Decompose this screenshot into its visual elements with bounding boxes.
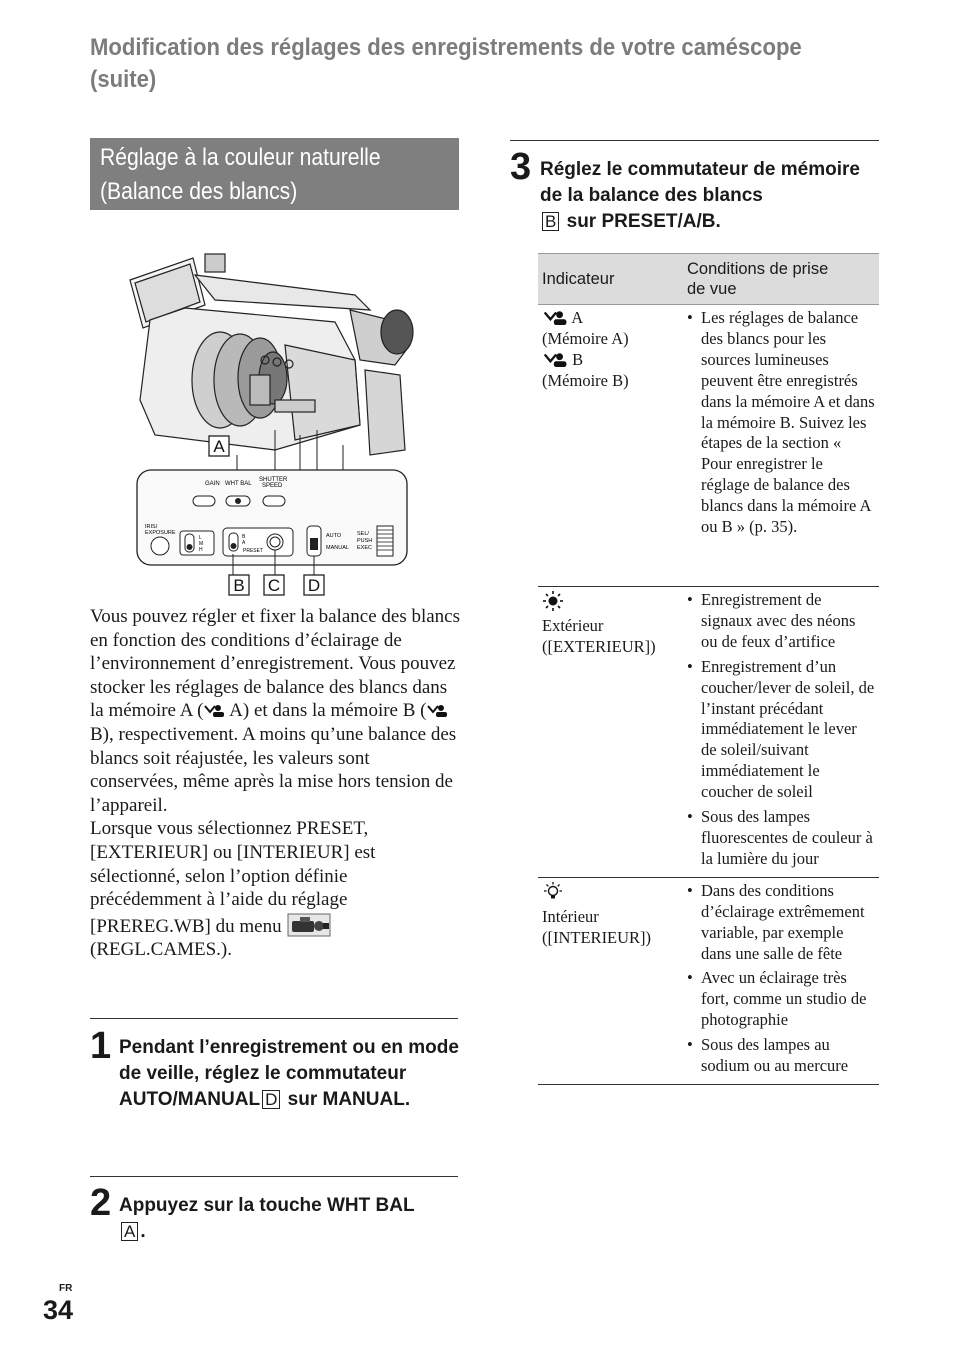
table-header-row	[538, 254, 879, 305]
indicator-outdoor-label: Extérieur	[542, 615, 604, 635]
step3-text	[540, 157, 880, 235]
section-title-box	[90, 138, 459, 210]
step2-box-a: A	[121, 1222, 138, 1241]
panel-l: L	[199, 535, 202, 541]
memory-b-icon	[542, 351, 568, 367]
table-row-conditions	[683, 587, 879, 878]
indicator-outdoor-menu: ([EXTERIEUR])	[542, 636, 656, 656]
step1-text-b: sur MANUAL.	[287, 1089, 411, 1110]
intro-p2-a: Lorsque vous sélectionnez PRESET, [EXTERIEUR] ou [INTERIEUR] est sélectionné, selon l’option définie précédemment à l’aide du réglage [PREREG.WB] du menu	[90, 818, 376, 937]
step3-rule	[510, 140, 879, 141]
table-row-indicator	[538, 877, 683, 1084]
step1-number: 1	[90, 1025, 112, 1067]
step3-number: 3	[510, 146, 532, 188]
step2-rule	[90, 1176, 458, 1177]
table-row	[538, 587, 879, 878]
intro-p1-c: B), respectivement. A moins qu’une balance des blancs soit réajustée, les valeurs sont conservées, même après la mise hors tension de l’appareil.	[90, 723, 457, 816]
list-item: • Sous des lampes au sodium ou au mercure	[687, 1035, 875, 1077]
list-item: • Enregistrement de signaux avec des néons ou de feux d’artifice	[687, 590, 875, 653]
intro-p1-b: A) et dans la mémoire B (	[225, 700, 427, 722]
label-d: D	[307, 576, 321, 595]
indicator-mem-a-text: (Mémoire A)	[542, 328, 629, 348]
memory-b-icon	[426, 703, 448, 717]
page-header-title: Modification des réglages des enregistrements de votre caméscope (suite)	[90, 34, 802, 93]
memory-a-icon	[542, 309, 568, 325]
table-header-conditions-l2: de vue	[687, 280, 737, 298]
panel-iris: IRIS/	[145, 524, 158, 530]
panel-shutter: SHUTTER	[259, 477, 288, 483]
panel-m: M	[199, 541, 204, 547]
panel-auto: AUTO	[326, 533, 342, 539]
step1-rule	[90, 1018, 458, 1019]
panel-manual: MANUAL	[326, 545, 349, 551]
intro-p2-b: (REGL.CAMES.).	[90, 939, 232, 961]
light-bulb-icon	[542, 881, 564, 903]
panel-exposure: EXPOSURE	[145, 530, 176, 536]
page-language: FR	[59, 1283, 73, 1294]
step3-text-b: sur PRESET/A/B.	[566, 211, 721, 232]
intro-p1-a: Vous pouvez régler et fixer la balance des blancs en fonction des conditions d’éclairage de l’environnement d’enregistrement. Vous pouvez stocker les réglages de balance des blancs dans la mémoire A (	[90, 606, 460, 722]
panel-wht-bal: WHT BAL	[225, 481, 252, 487]
list-item: • Les réglages de balance des blancs pour les sources lumineuses peuvent être enregistrés dans la mémoire A et dans la mémoire B. Suivez les étapes de la section « Pour enregistrer le réglage de balance des blancs dans la mémoire A ou B » (p. 35).	[687, 308, 875, 538]
step3-text-a: Réglez le commutateur de mémoire de la balance des blancs	[540, 159, 860, 206]
camcorder-illustration	[125, 250, 425, 600]
table-header-indicator: Indicateur	[538, 254, 683, 305]
table-row-indicator	[538, 587, 683, 878]
indicator-indoor-label: Intérieur	[542, 906, 599, 926]
page-number: 34	[43, 1295, 74, 1325]
indicator-indoor-menu: ([INTERIEUR])	[542, 927, 652, 947]
panel-exec: EXEC	[357, 545, 372, 551]
panel-b: B	[242, 534, 246, 540]
table-row	[538, 305, 879, 587]
label-b: B	[233, 576, 245, 595]
table-row-indicator	[538, 305, 683, 587]
panel-speed: SPEED	[262, 483, 283, 489]
table-header-conditions-l1: Conditions de prise	[687, 260, 829, 278]
white-balance-table	[538, 253, 879, 1085]
memory-a-icon	[203, 703, 225, 717]
list-item: • Avec un éclairage très fort, comme un studio de photographie	[687, 968, 875, 1031]
panel-gain: GAIN	[205, 481, 220, 487]
panel-preset: PRESET	[243, 548, 264, 554]
list-item: • Sous des lampes fluorescentes de couleur à la lumière du jour	[687, 807, 875, 870]
indicator-mem-a-label: A	[571, 308, 584, 327]
camcorder-figure-svg	[125, 250, 425, 600]
table-row-conditions	[683, 877, 879, 1084]
indicator-mem-b-text: (Mémoire B)	[542, 370, 629, 390]
step2-text-b: .	[140, 1221, 146, 1242]
label-a: A	[213, 437, 225, 456]
list-item: • Dans des conditions d’éclairage extrêmement variable, par exemple dans une salle de fête	[687, 881, 875, 965]
step1-box-d: D	[262, 1090, 280, 1109]
table-row	[538, 877, 879, 1084]
panel-sel: SEL/	[357, 531, 369, 537]
step2-text-a: Appuyez sur la touche WHT BAL	[119, 1195, 415, 1216]
table-header-conditions	[683, 254, 879, 305]
section-title: Réglage à la couleur naturelle (Balance des blancs)	[100, 144, 381, 205]
list-item: • Enregistrement d’un coucher/lever de soleil, de l’instant précédant immédiatement le lever de soleil/suivant immédiatement le coucher de soleil	[687, 657, 875, 803]
step3-box-b: B	[542, 212, 559, 231]
panel-push: PUSH	[357, 538, 373, 544]
indicator-mem-b-label: B	[572, 349, 584, 369]
intro-text	[90, 605, 462, 962]
table-row-conditions	[683, 305, 879, 587]
step2-text	[119, 1193, 459, 1245]
step1-text	[119, 1035, 459, 1113]
step2-number: 2	[90, 1182, 112, 1224]
label-c: C	[267, 576, 281, 595]
panel-h: H	[199, 547, 203, 553]
step1-text-a: Pendant l’enregistrement ou en mode de veille, réglez le commutateur AUTO/MANUAL	[119, 1037, 459, 1110]
camera-settings-menu-icon	[286, 912, 332, 938]
sun-icon	[542, 590, 564, 612]
panel-a: A	[242, 540, 246, 546]
